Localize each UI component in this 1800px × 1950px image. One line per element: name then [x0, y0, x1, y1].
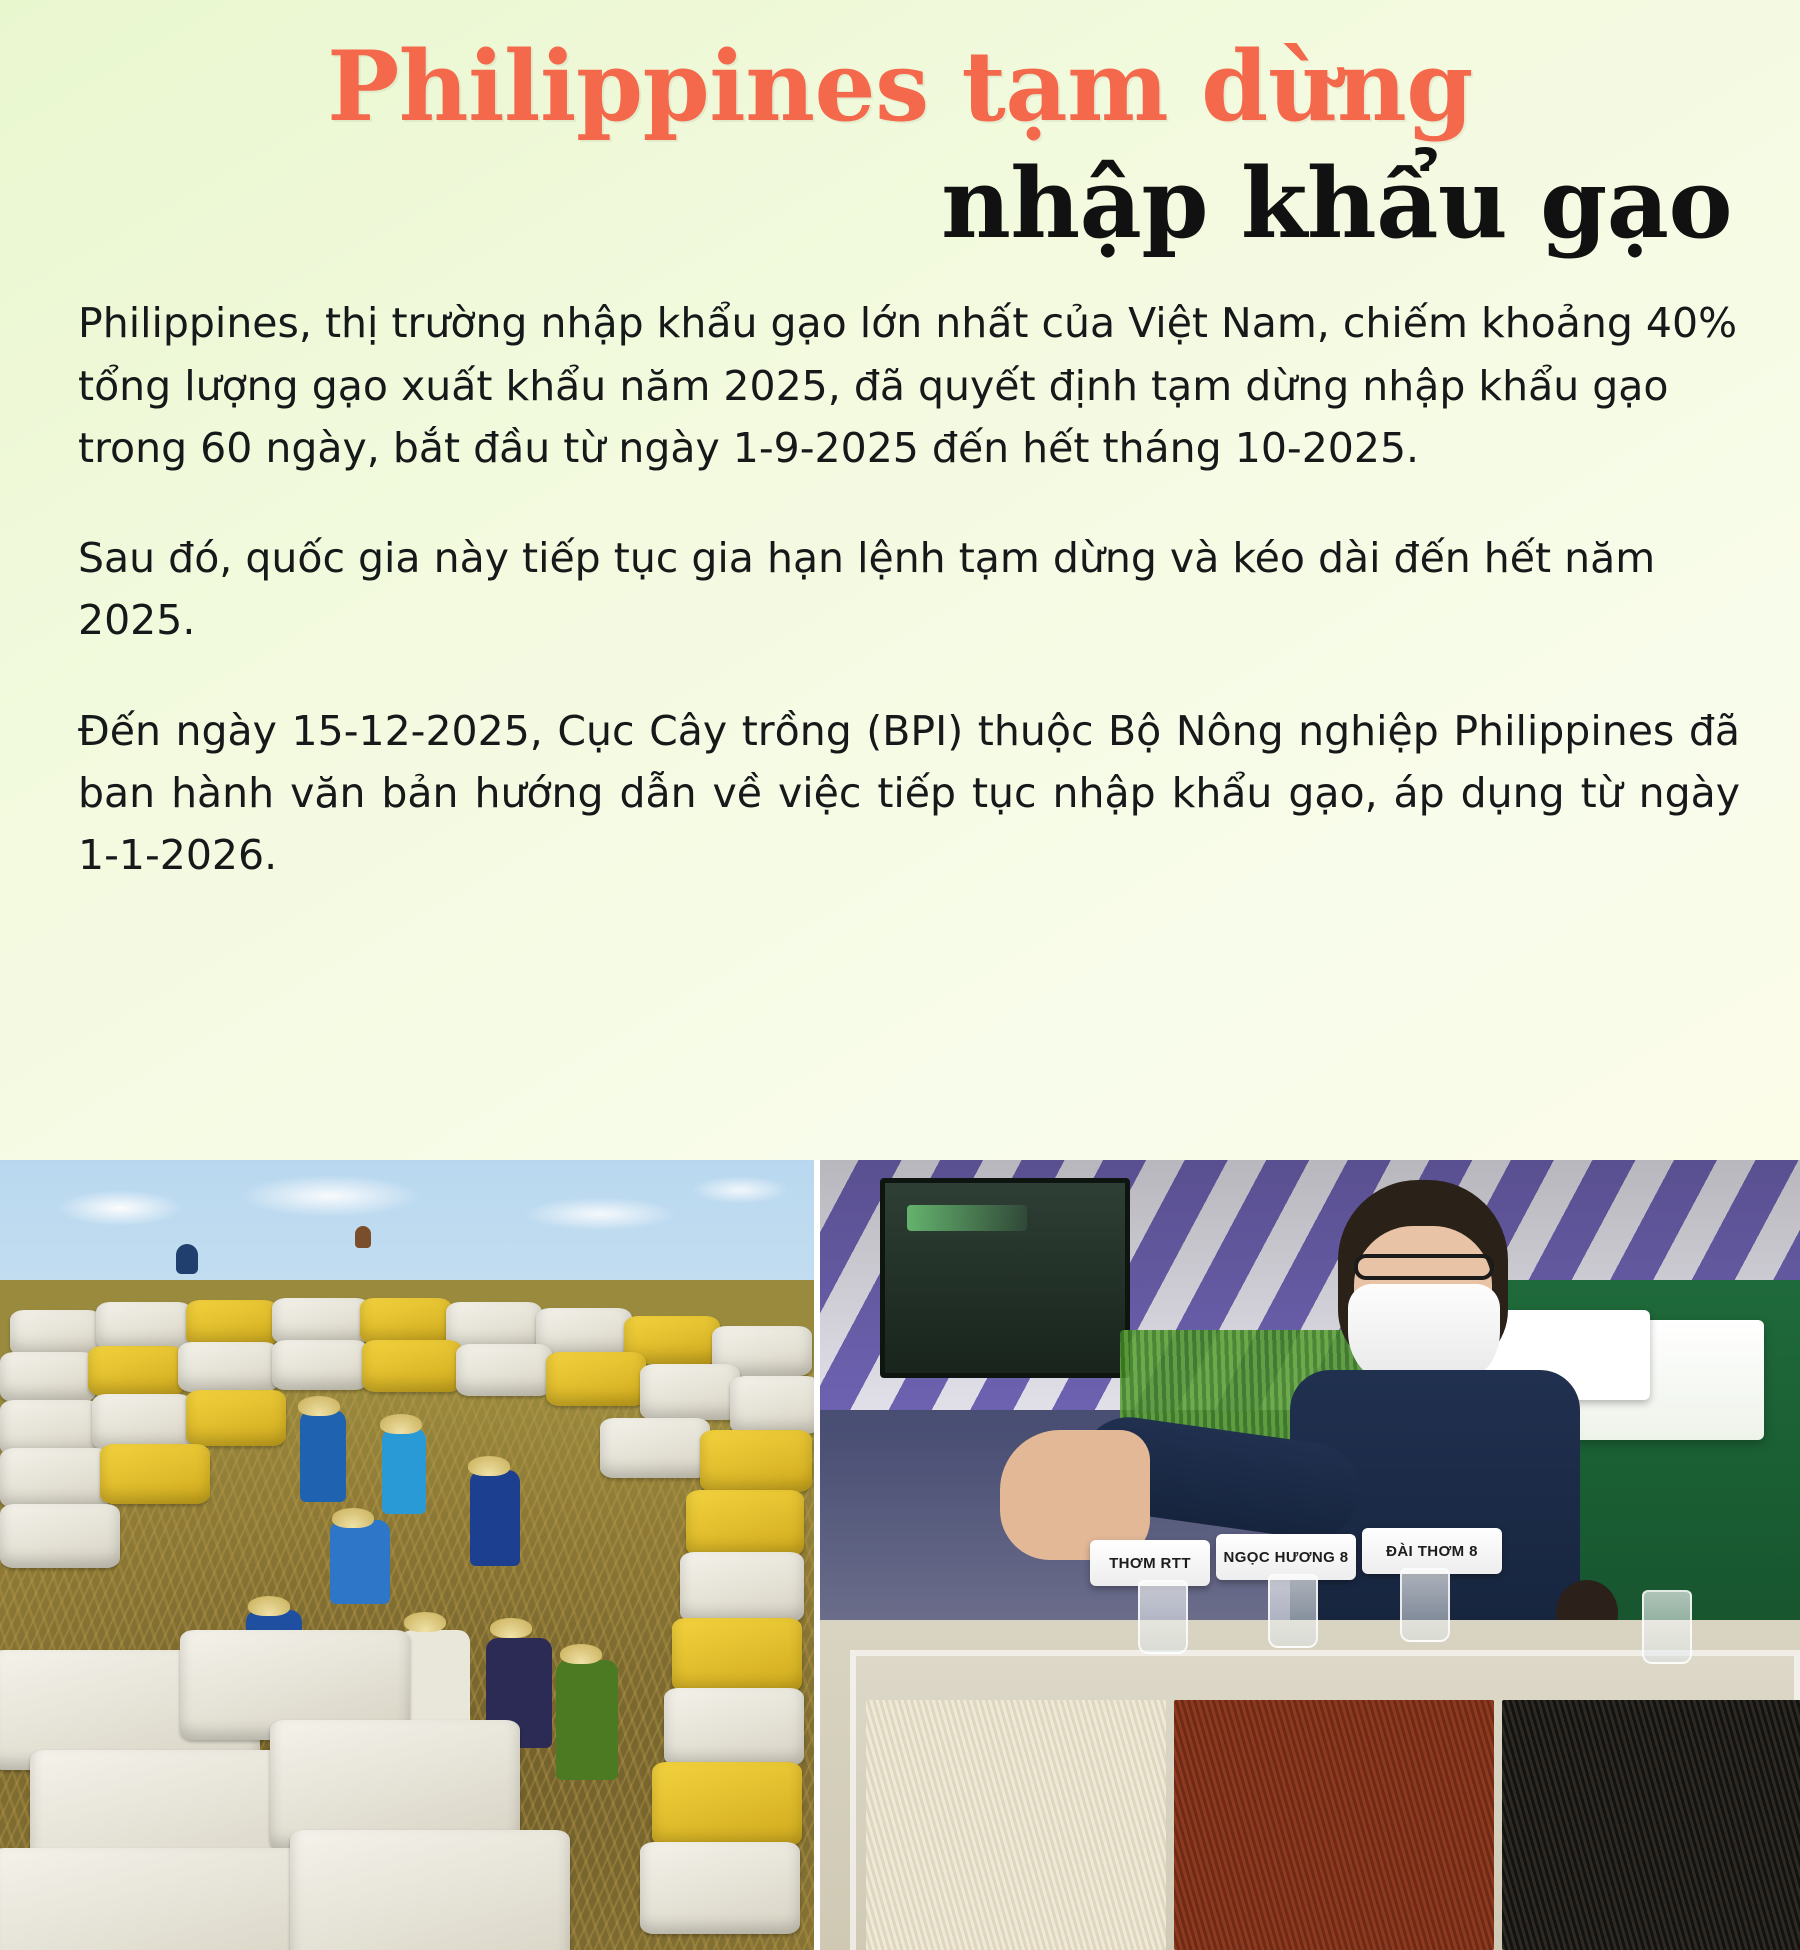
rice-sack [88, 1346, 184, 1396]
headline-line-2: nhập khẩu gạo [941, 147, 1732, 261]
sample-bottle [1138, 1580, 1188, 1654]
rice-sack [640, 1842, 800, 1934]
rice-sample-red [1174, 1700, 1494, 1950]
glass-display-case [850, 1650, 1800, 1950]
clouds [0, 1168, 814, 1258]
rice-sack [290, 1830, 570, 1950]
headline-line-1: Philippines tạm dừng [327, 30, 1473, 143]
worker [355, 1226, 371, 1248]
rice-sack [186, 1300, 278, 1346]
sample-tag: THƠM RTT [1090, 1540, 1210, 1586]
rice-sack [686, 1490, 804, 1556]
rice-sack [186, 1390, 286, 1446]
conical-hat [332, 1508, 374, 1528]
glasses-icon [1354, 1254, 1494, 1280]
rice-sack [600, 1418, 710, 1478]
worker [470, 1470, 520, 1566]
conical-hat [560, 1644, 602, 1664]
sample-tag: ĐÀI THƠM 8 [1362, 1528, 1502, 1574]
conical-hat [298, 1396, 340, 1416]
rice-sack [672, 1618, 802, 1692]
rice-sack [0, 1848, 320, 1950]
conical-hat [404, 1612, 446, 1632]
rice-sack [178, 1342, 278, 1392]
paragraph-1: Philippines, thị trường nhập khẩu gạo lớn nhất của Việt Nam, chiếm khoảng 40% tổng lượng gạo xuất khẩu năm 2025, đã quyết định tạm dừng nhập khẩu gạo trong 60 ngày, bắt đầu từ ngày 1-9-2025 đến hết tháng 10-2025. [78, 299, 1738, 472]
rice-sack [0, 1448, 110, 1508]
rice-sack [0, 1352, 96, 1402]
conical-hat [248, 1596, 290, 1616]
rice-sack [680, 1552, 804, 1622]
rice-sack [272, 1340, 368, 1390]
rice-sack [730, 1376, 814, 1434]
rice-expo-booth-photo [820, 1160, 1800, 1950]
conical-hat [380, 1414, 422, 1434]
worker [556, 1660, 618, 1780]
rice-sack [96, 1302, 192, 1350]
worker [382, 1428, 426, 1514]
rice-sack [10, 1310, 102, 1356]
paragraph-3: Đến ngày 15-12-2025, Cục Cây trồng (BPI) thuộc Bộ Nông nghiệp Philippines đã ban hành văn bản hướng dẫn về việc tiếp tục nhập khẩu gạo, áp dụng từ ngày 1-1-2026. [78, 706, 1740, 880]
rice-sack [0, 1504, 120, 1568]
rice-sack [92, 1394, 192, 1450]
rice-sack [446, 1302, 542, 1350]
rice-sack [362, 1340, 462, 1392]
rice-sample-white [866, 1700, 1166, 1950]
rice-sack [360, 1298, 452, 1344]
photo-strip [0, 1160, 1800, 1950]
sample-bottle [1642, 1590, 1692, 1664]
sample-bottle [1268, 1574, 1318, 1648]
worker [330, 1520, 390, 1604]
foreground-sack-pile [0, 1630, 550, 1950]
conical-hat [468, 1456, 510, 1476]
rice-sack [640, 1364, 740, 1420]
sample-bottle [1400, 1568, 1450, 1642]
rice-sack [700, 1430, 812, 1492]
worker [300, 1410, 346, 1502]
rice-sample-black [1502, 1700, 1800, 1950]
worker [176, 1244, 198, 1274]
paragraph-2: Sau đó, quốc gia này tiếp tục gia hạn lệnh tạm dừng và kéo dài đến hết năm 2025. [78, 534, 1656, 645]
rice-sack [100, 1444, 210, 1504]
headline-block [0, 0, 1800, 262]
body-copy [0, 262, 1800, 887]
rice-sack [664, 1688, 804, 1766]
booth-display-screen [880, 1178, 1130, 1378]
rice-sack [272, 1298, 370, 1344]
rice-sack [456, 1344, 552, 1396]
rice-harvest-field-photo [0, 1160, 814, 1950]
sample-tag: NGỌC HƯƠNG 8 [1216, 1534, 1356, 1580]
rice-sack [546, 1352, 646, 1406]
rice-sack [652, 1762, 802, 1846]
screen-logo [907, 1205, 1027, 1231]
